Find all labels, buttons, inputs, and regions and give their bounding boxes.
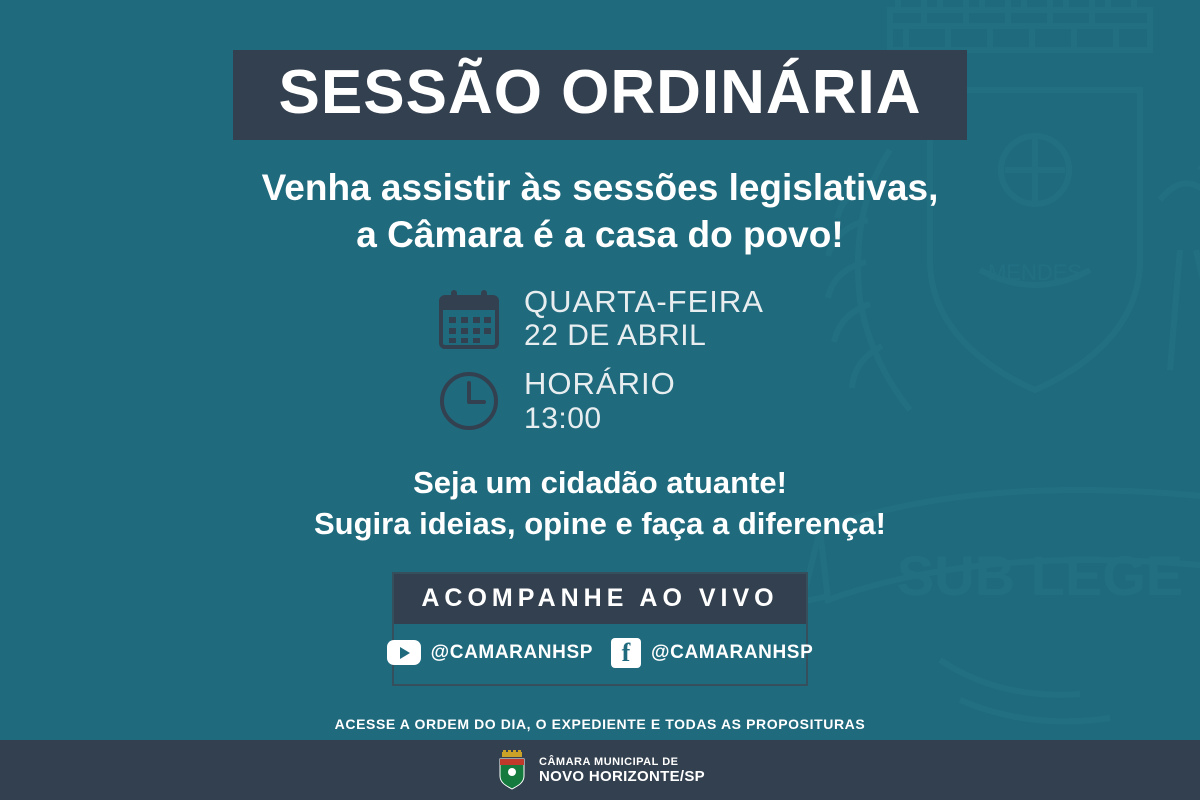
subtitle-line-1: Venha assistir às sessões legislativas, (261, 167, 939, 208)
clock-icon (436, 368, 502, 434)
live-socials (394, 624, 814, 684)
facebook-handle: @CAMARANHSP (651, 641, 814, 663)
event-info (436, 285, 764, 436)
coat-of-arms-icon (495, 750, 529, 790)
subtitle (262, 164, 939, 259)
event-time-label: HORÁRIO (524, 366, 676, 402)
live-header: ACOMPANHE AO VIVO (394, 574, 806, 624)
footer-organization-name: NOVO HORIZONTE/SP (539, 767, 705, 785)
callout-line-2: Sugira ideias, opine e faça a diferença! (314, 505, 886, 541)
footer-bar (0, 740, 1200, 800)
subtitle-line-2: a Câmara é a casa do povo! (356, 214, 844, 256)
event-time-row (436, 367, 764, 435)
facebook-link[interactable] (611, 638, 813, 668)
event-date-label: QUARTA-FEIRA (524, 283, 764, 319)
event-date-value: 22 DE ABRIL (524, 319, 707, 353)
title-band (233, 50, 968, 140)
footer-text (539, 756, 705, 785)
youtube-link[interactable] (387, 640, 593, 665)
event-time-text (524, 367, 676, 435)
callout-line-1: Seja um cidadão atuante! (413, 465, 787, 501)
facebook-icon: f (611, 638, 641, 668)
calendar-icon (436, 286, 502, 352)
svg-text:SUB LEGE: SUB LEGE (896, 544, 1184, 607)
event-date-text (524, 285, 764, 353)
event-date-row (436, 285, 764, 353)
live-box (392, 572, 814, 686)
svg-text:MENDES: MENDES (987, 260, 1083, 285)
access-line-1: ACESSE A ORDEM DO DIA, O EXPEDIENTE E TODAS AS PROPOSITURAS (334, 715, 866, 732)
youtube-icon (387, 640, 421, 665)
callout (314, 463, 886, 544)
event-time-value: 13:00 (524, 401, 602, 435)
page-title: SESSÃO ORDINÁRIA (278, 58, 922, 127)
youtube-handle: @CAMARANHSP (430, 641, 593, 663)
footer-organization-prefix: CÂMARA MUNICIPAL DE (539, 755, 679, 768)
